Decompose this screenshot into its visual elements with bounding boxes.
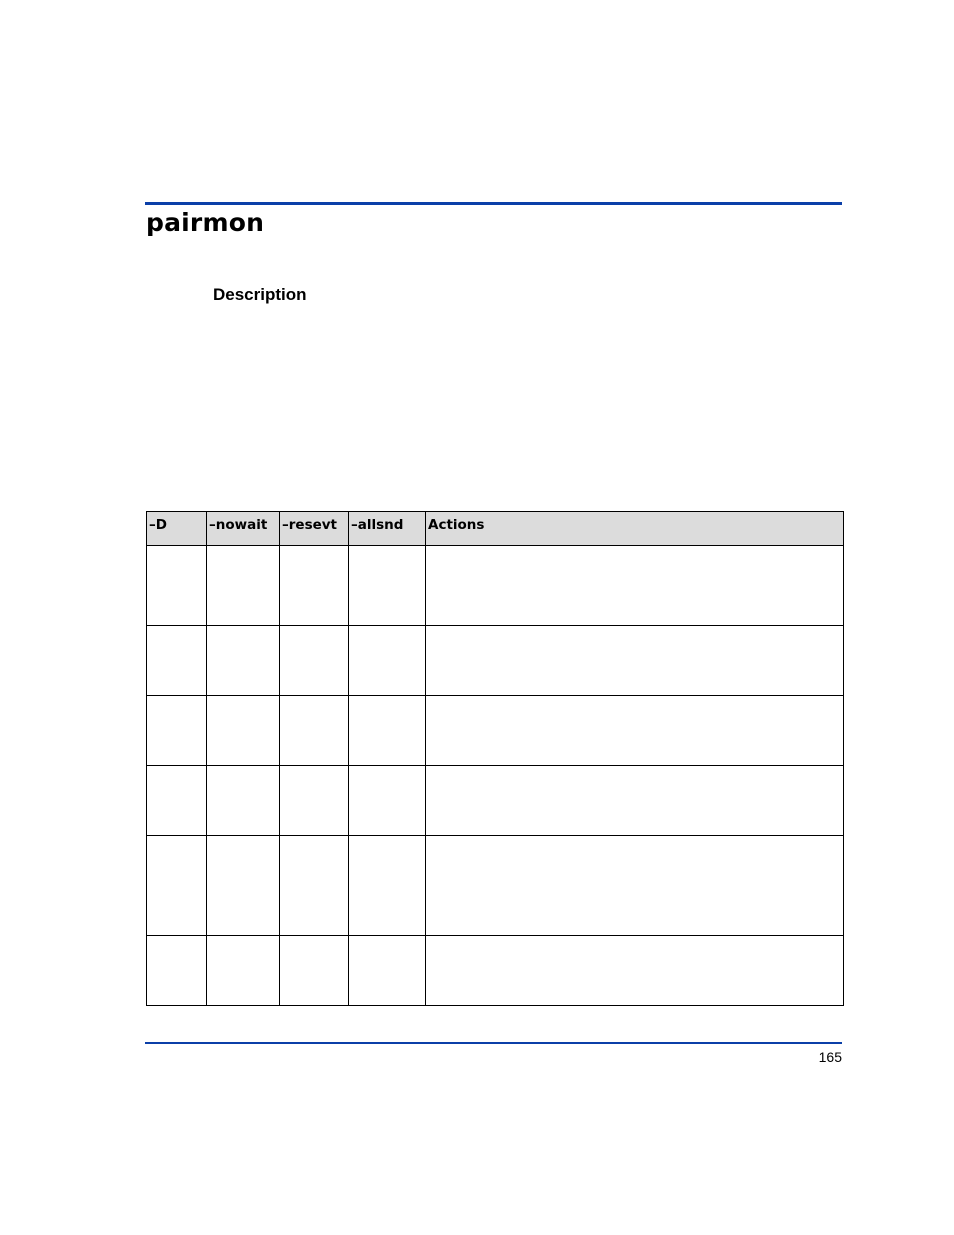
column-header-d: –D [147, 512, 207, 546]
page-number: 165 [818, 1049, 842, 1065]
table-row [147, 626, 844, 696]
table-cell [280, 766, 349, 836]
column-header-resevt: –resevt [280, 512, 349, 546]
table-cell [280, 696, 349, 766]
table-row [147, 546, 844, 626]
table-cell [147, 626, 207, 696]
table-cell [280, 546, 349, 626]
table-cell [349, 546, 426, 626]
page-title: pairmon [146, 208, 265, 237]
table-cell [349, 766, 426, 836]
top-rule [145, 202, 842, 205]
table-header-row [147, 512, 844, 546]
table-cell [207, 696, 280, 766]
table-cell [147, 936, 207, 1006]
bottom-rule [145, 1042, 842, 1044]
column-header-actions: Actions [426, 512, 844, 546]
table-cell [349, 836, 426, 936]
table-cell [349, 936, 426, 1006]
table-cell [349, 696, 426, 766]
column-header-nowait: –nowait [207, 512, 280, 546]
table-cell [147, 696, 207, 766]
table-cell [207, 546, 280, 626]
table-row [147, 936, 844, 1006]
table-cell [280, 626, 349, 696]
table-cell [280, 936, 349, 1006]
table-cell [147, 546, 207, 626]
table-cell [426, 696, 844, 766]
table-cell [147, 836, 207, 936]
table-cell [207, 766, 280, 836]
table-row [147, 836, 844, 936]
table-cell [426, 546, 844, 626]
table-cell [349, 626, 426, 696]
column-header-allsnd: –allsnd [349, 512, 426, 546]
table-cell [147, 766, 207, 836]
table-cell [426, 936, 844, 1006]
table-cell [207, 836, 280, 936]
table-cell [426, 626, 844, 696]
table-cell [280, 836, 349, 936]
table-cell [207, 936, 280, 1006]
table-cell [426, 836, 844, 936]
table-cell [426, 766, 844, 836]
table-row [147, 696, 844, 766]
options-table [146, 511, 844, 1006]
table-row [147, 766, 844, 836]
section-heading-description: Description [213, 285, 307, 304]
table-cell [207, 626, 280, 696]
